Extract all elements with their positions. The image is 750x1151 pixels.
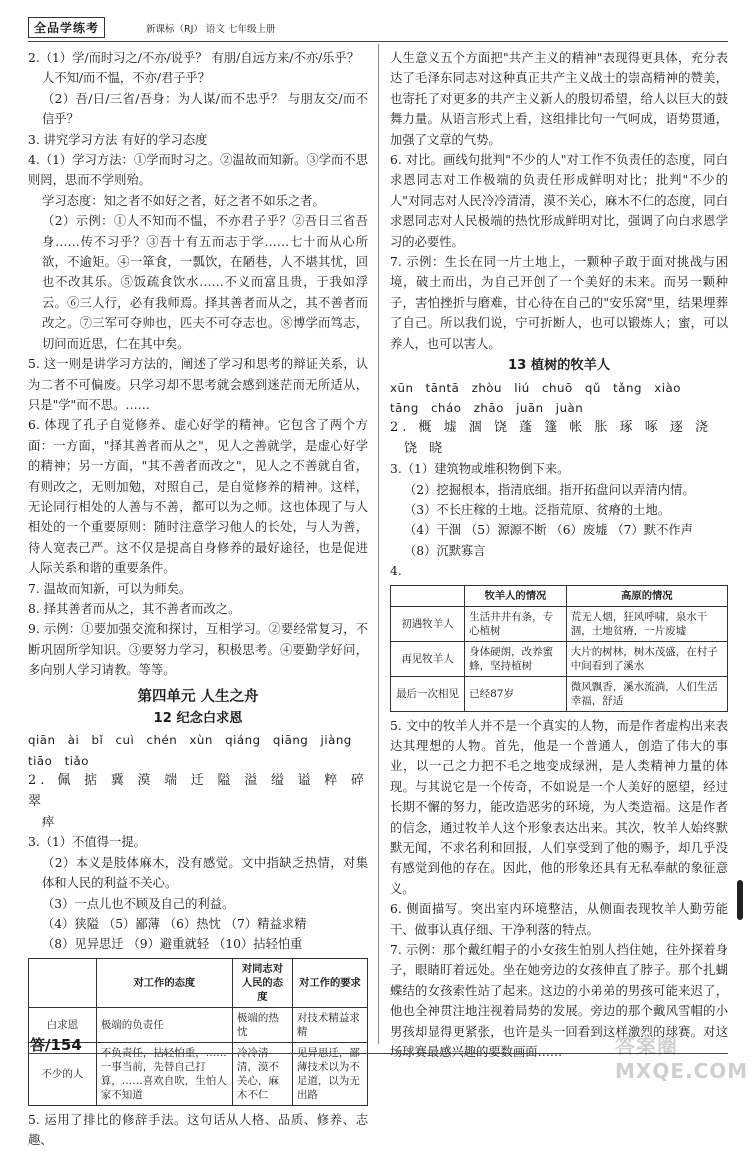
table-cell: 极端的负责任 [96, 1007, 232, 1042]
pinyin-line: tiāo tiǎo [28, 753, 89, 768]
book-meta: 新课标（RJ） 语文 七年级上册 [146, 24, 276, 35]
table-cell: 荒无人烟，狂风呼啸，泉水干涸，土地贫瘠，一片废墟 [566, 606, 727, 641]
answer-line: （2）吾/日/三省/吾身：为人谋/而不忠乎？ 与朋友交/而不信乎？ [42, 91, 368, 127]
answer-line: 9. 示例：①要加强交流和探讨，互相学习。②要经常复习，不断巩固所学知识。③要努力学习，积极思考。④要勤学好问，多向别人学习请教。等等。 [28, 622, 368, 678]
table-header-row [391, 585, 728, 606]
watermark-logo: 答案圈 MXQE.COM [615, 1034, 749, 1083]
table-cell: 不负责任，拈轻怕重，……一事当前，先替自己打算，……喜欢自吹，生怕人家不知道 [96, 1042, 232, 1105]
footer-rule [28, 1053, 728, 1054]
answer-line: 7. 温故而知新，可以为师矣。 [28, 581, 192, 596]
answer-line: （2）挖掘根本，指清底细。指开拓盘问以弄清内情。 [404, 482, 695, 497]
table-cell: 见异思迁，鄙薄技术以为不足道，以为无出路 [292, 1042, 367, 1105]
page-number: 答/154 [30, 1036, 82, 1054]
table-cell: 身体硬朗，改养蜜蜂，坚持植树 [465, 641, 567, 676]
answer-line: 2. 概 墟 涸 饶 蓬 篷 帐 胀 琢 啄 逐 浇 [390, 420, 712, 436]
answer-line: （4）干涸 （5）源源不断 （6）废墟 （7）默不作声 [404, 523, 693, 538]
page-header [28, 15, 728, 41]
left-column [28, 48, 368, 1151]
table-header-cell [29, 958, 97, 1007]
table-header-cell [391, 585, 465, 606]
answer-line: 5. 这一则是讲学习方法的，阐述了学习和思考的辩证关系，认为二者不可偏废。只学习却不思考就会感到迷茫而无所适从，只是"学"而不思。…… [28, 357, 368, 412]
edge-marker [737, 880, 743, 920]
answer-line: （8）见异思迁 （9）避重就轻 （10）拈轻怕重 [42, 937, 303, 952]
answer-line: 饶 晓 [404, 440, 447, 456]
answer-line: （4）狭隘 （5）鄙薄 （6）热忱 （7）精益求精 [42, 917, 307, 932]
answer-line: （8）沉默寡言 [404, 543, 486, 558]
answer-line: 5. 文中的牧羊人并不是一个真实的人物，而是作者虚构出来表达其理想的人物。首先，他是一个普通人，创造了伟大的事业，以一己之力把不毛之地变成绿洲，是人类精神力量的体现。与其说它是一个传奇，不如说是一个人美好的愿望，经过长期不懈的努力，能改造恶劣的环境，为人类造福。这是作者的信念，通过牧羊人这个形象表达出来。其次，牧羊人始终默默无闻，不求名利和回报，人们享受到了他的赐予，却几乎没有感觉到他的存在。因此，他的形象还具有无私奉献的象征意义。 [390, 718, 728, 896]
answer-line: 3. 讲究学习方法 有好的学习态度 [28, 132, 208, 147]
shepherd-table [390, 585, 728, 712]
header-rule [28, 41, 728, 42]
answer-line: 6. 对比。画线句批判"不少的人"对工作不负责任的态度，同白求恩同志对工作极端的负责任形成鲜明对比；批判"不少的人"对同志对人民冷冷清清，漠不关心，麻木不仁的态度，同白求恩同志对人民极端的热忱形成鲜明对比，强调了向白求恩学习的必要性。 [390, 153, 728, 249]
answer-line: 学习态度：知之者不如好之者，好之者不如乐之者。 [42, 193, 325, 208]
answer-line: 7. 示例：那个戴红帽子的小女孩生怕别人挡住她，往外探着身子，眼睛盯着远处。坐在她旁边的女孩伸直了脖子。那个扎蝴蝶结的女孩索性站了起来。这边的小弟弟的男孩可能来迟了，他也全神贯注地注视着局势的发展。旁边的那个戴风雪帽的小男孩却显得更紧张，也许是头一回看到这样激烈的球赛。对这场球赛最感兴趣的要数画面…… [390, 943, 728, 1060]
unit-title: 第四单元 人生之舟 [137, 688, 259, 705]
table-cell: 已经87岁 [465, 676, 567, 711]
answer-line: （2）本义是肢体麻木，没有感觉。文中指缺乏热情，对集体和人民的利益不关心。 [42, 855, 368, 891]
series-brand: 全品学练考 [28, 17, 105, 38]
answer-line: （3）一点儿也不顾及自己的利益。 [42, 896, 235, 911]
right-column [390, 48, 728, 1062]
answer-line: 6. 体现了孔子自觉修养、虚心好学的精神。它包含了两个方面：一方面，"择其善者而从之"，见人之善就学，是虚心好学的精神；另一方面，"其不善者而改之"，见人之不善就自省，有则改之，无则加勉，对照自己，是自觉修养的精神。这样，无论同行相处的人善与不善，都可以为之师。这也体现了与人相处的一个重要原则：随时注意学习他人的长处，与人为善，待人宽表己严。这不仅是提高自身修养的最好途径，也是促进人际关系和谐的重要条件。 [28, 418, 368, 576]
table-cell: 白求恩 [29, 1007, 97, 1042]
answer-line: 4.（1）学习方法：①学而时习之。②温故而知新。③学而不思则罔，思而不学则殆。 [28, 153, 368, 188]
table-cell: 大片的树林，树木茂盛，在村子中间看到了溪水 [566, 641, 727, 676]
table-row [391, 606, 728, 641]
table-cell: 生活井井有条，专心植树 [465, 606, 567, 641]
answer-line: 7. 示例：生长在同一片土地上，一颗种子敢于面对挑战与困境，破土而出，为自己开创了一个美好的未来。而另一颗种子，害怕挫折与磨难，甘心待在自己的"安乐窝"里，结果埋葬了自己。所以我们说，宁可折断人，也可以锻炼人；蜜，可以养人，也可以害人。 [390, 255, 728, 351]
answer-line: 瘁 [42, 815, 55, 830]
answer-line: 人生意义五个方面把"共产主义的精神"表现得更具体，充分表达了毛泽东同志对这种真正共产主义战士的崇高精神的赞美，也寄托了对更多的共产主义新人的殷切希望，给人以巨大的鼓舞力量。从语言形式上看，这组排比句一气呵成，语势贯通，加强了文章的气势。 [390, 51, 728, 147]
answer-line: 8. 择其善者而从之，其不善者而改之。 [28, 601, 241, 616]
table-cell: 冷冷清清，漠不关心，麻木不仁 [232, 1042, 292, 1105]
answer-line: 2.（1）学/而时习之/不亦/说乎？ 有朋/自远方来/不亦/乐乎？ [28, 51, 360, 65]
table-header-row [29, 958, 368, 1007]
answer-line: 人不知/而不愠，不亦/君子乎？ [42, 71, 211, 86]
pinyin-line: xūn tāntā zhòu liú chuō qǔ tǎng xiào [390, 380, 681, 395]
table-cell: 初遇牧羊人 [391, 606, 465, 641]
comparison-table [28, 958, 368, 1106]
table-cell: 对技术精益求精 [292, 1007, 367, 1042]
answer-line: 3.（1）建筑物或堆积物倒下来。 [390, 462, 570, 477]
table-cell: 极端的热忱 [232, 1007, 292, 1042]
pinyin-line: qiān ài bǐ cuì chén xùn qiáng qiāng jiàng [28, 733, 352, 748]
table-cell: 微风飘香，溪水流淌，人们生活幸福，舒适 [566, 676, 727, 711]
table-row [391, 641, 728, 676]
answer-line: （3）不长庄稼的土地。泛指荒原、贫瘠的土地。 [404, 502, 671, 517]
table-cell: 再见牧羊人 [391, 641, 465, 676]
answer-line: 3.（1）不值得一提。 [28, 835, 146, 850]
table-header-cell: 对同志对人民的态度 [232, 958, 292, 1007]
table-header-cell: 牧羊人的情况 [465, 585, 567, 606]
lesson-title: 13 植树的牧羊人 [507, 358, 611, 374]
table-label: 4. [390, 564, 402, 579]
table-header-cell: 对工作的要求 [292, 958, 367, 1007]
table-header-cell: 高原的情况 [566, 585, 727, 606]
column-divider [378, 44, 379, 1044]
answer-line: 5. 运用了排比的修辞手法。这句话从人格、品质、修养、志趣、 [28, 1112, 368, 1148]
lesson-title: 12 纪念白求恩 [153, 711, 243, 726]
pinyin-line: tāng cháo zhāo juān juàn [390, 400, 584, 415]
table-cell: 最后一次相见 [391, 676, 465, 711]
answer-line: （2）示例：①人不知而不愠，不亦君子乎？②吾日三省吾身……传不习乎？③吾十有五而志于学……七十而从心所欲，不逾矩。④一箪食，一瓢饮，在陋巷，人不堪其忧，回也不改其乐。⑤饭疏食饮水……不义而富且贵，于我如浮云。⑥三人行，必有我师焉。择其善者而从之，其不善者而改之。⑦三军可夺帅也，匹夫不可夺志也。⑧博学而笃志，切问而近思，仁在其中矣。 [42, 214, 368, 351]
answer-line: 6. 侧面描写。突出室内环境整洁，从侧面表现牧羊人勤劳能干、做事认真仔细、干净利落的特点。 [390, 902, 728, 937]
table-cell: 不少的人 [29, 1042, 97, 1105]
answer-line: 2. 佩 掂 冀 漠 端 迁 隘 溢 缢 谥 粹 碎 翠 [28, 773, 368, 809]
table-header-cell: 对工作的态度 [96, 958, 232, 1007]
table-row [391, 676, 728, 711]
